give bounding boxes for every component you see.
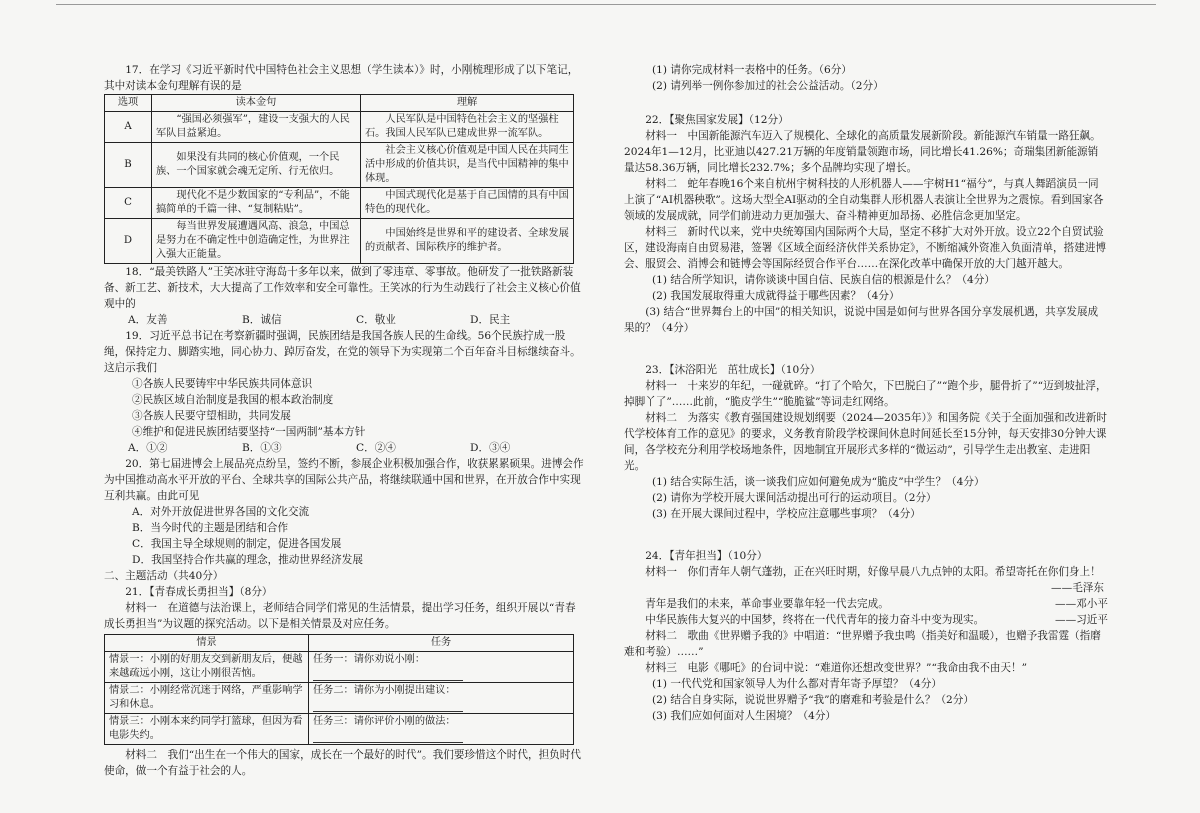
table-header: 理解 [361, 95, 574, 112]
q19-item: ③各族人民要守望相助，共同发展 [132, 410, 291, 422]
q17-stem: 17．在学习《习近平新时代中国特色社会主义思想（学生读本）》时，小刚梳理形成了以下笔记，其中对读本金句理解有误的是 [104, 64, 579, 92]
option: A．对外开放促进世界各国的文化交流 [132, 506, 310, 518]
understanding-cell: 社会主义核心价值观是中国人民在共同生活中形成的价值共识，是当代中国精神的集中体现。 [361, 143, 574, 188]
option: D．③④ [470, 442, 511, 454]
quote-cell: 现代化不是少数国家的“专利品”，不能搞简单的千篇一律、“复制粘贴”。 [152, 188, 361, 219]
q24-material-1: 材料一 你们青年人朝气蓬勃，正在兴旺时期，好像早晨八九点钟的太阳。希望寄托在你们身上！ [645, 566, 1101, 578]
option: A．友善 [128, 314, 168, 326]
table-row [105, 143, 574, 188]
task-label: 任务三：请你评价小刚的做法： [313, 716, 456, 727]
quote-text: 青年是我们的未来，革命事业要靠年轻一代去完成。 [645, 598, 889, 610]
q18-options [104, 312, 584, 328]
q22-subquestion: (3) 结合“世界舞台上的中国”的相关知识，说说中国是如何与世界各国分享发展机遇，共享发展成果的？（4分） [624, 306, 1099, 334]
option: B．当今时代的主题是团结和合作 [132, 522, 289, 534]
quote-cell: 如果没有共同的核心价值观，一个民族、一个国家就会魂无定所、行无依归。 [152, 143, 361, 188]
q21-material-1: 材料一 在道德与法治课上，老师结合同学们常见的生活情景，提出学习任务，组织开展以“青春成长勇担当”为议题的探究活动。以下是相关情景及对应任务。 [104, 602, 576, 630]
option: D．我国坚持合作共赢的理念，推动世界经济发展 [132, 554, 363, 566]
q20-stem: 20．第七届进博会上展品亮点纷呈，签约不断，参展企业积极加强合作，收获累累硕果。进博会作为中国推动高水平开放的平台、全球共享的国际公共产品，将继续联通中国和世界，在开放合作中实现互利共赢。由此可见 [104, 458, 584, 502]
task-cell [309, 652, 574, 683]
table-header-row [105, 635, 574, 652]
section-title: 二、主题活动（共40分） [104, 570, 224, 582]
q21-subquestion: (1) 请你完成材料一表格中的任务。（6分） [652, 64, 852, 76]
option-letter: A [105, 112, 152, 143]
q22-material-3: 材料三 新时代以来，党中央统筹国内国际两个大局，坚定不移扩大对外开放。设立22个自贸试验区，建设海南自由贸易港，签署《区域全面经济伙伴关系协定》，不断缩减外资准入负面清单，搭建进博会、服贸会、消博会和链博会等国际经贸合作平台……在深化改革中确保开放的大门越开越大。 [624, 226, 1107, 270]
option-letter: D [105, 219, 152, 264]
table-row [105, 112, 574, 143]
answer-blank[interactable] [313, 731, 463, 743]
q22-material-1: 材料一 中国新能源汽车迈入了规模化、全球化的高质量发展新阶段。新能源汽车销量一路狂飙。2024年1—12月，比亚迪以427.21万辆的年度销量领跑市场，同比增长41.26%；奇瑞集团新能源销量达58.36万辆，同比增长232.7%；多个品牌均实现了增长。 [624, 130, 1101, 174]
option-letter: B [105, 143, 152, 188]
understanding-cell: 中国始终是世界和平的建设者、全球发展的贡献者、国际秩序的维护者。 [361, 219, 574, 264]
understanding-cell: 人民军队是中国特色社会主义的坚强柱石。我国人民军队已建成世界一流军队。 [361, 112, 574, 143]
table-row [105, 683, 574, 714]
quote-cell: 每当世界发展遭遇风高、浪急，中国总是努力在不确定性中创造确定性，为世界注入强大正能量。 [152, 219, 361, 264]
quote-text: 中华民族伟大复兴的中国梦，终将在一代代青年的接力奋斗中变为现实。 [645, 614, 985, 626]
situation-cell: 情景二：小刚经常沉迷于网络，严重影响学习和休息。 [105, 683, 309, 714]
quote-signature: ——习近平 [1055, 614, 1108, 626]
q21-material-2: 材料二 我们“出生在一个伟大的国家，成长在一个最好的时代”。我们要珍惜这个时代，担负时代使命，做一个有益于社会的人。 [104, 749, 581, 777]
situation-cell: 情景三：小刚本来约同学打篮球，但因为看电影失约。 [105, 714, 309, 745]
q23-material-2: 材料二 为落实《教育强国建设规划纲要（2024—2035年）》和国务院《关于全面加强和改进新时代学校体育工作的意见》的要求，义务教育阶段学校课间休息时间延长至15分钟，每天安排30分钟大课间，各学校充分利用学校场地条件，因地制宜开展形式多样的“微运动”，引导学生走出教室、走进阳光。 [624, 412, 1107, 472]
option: C．②④ [356, 442, 396, 454]
q22-heading: 22．【聚焦国家发展】（12分） [645, 114, 789, 126]
table-row [105, 219, 574, 264]
table-header: 情景 [105, 635, 309, 652]
option-letter: C [105, 188, 152, 219]
q17-table [104, 94, 574, 264]
task-label: 任务二：请你为小刚提出建议： [313, 685, 456, 696]
table-row [105, 714, 574, 745]
q22-subquestion: (1) 结合所学知识，请你谈谈中国自信、民族自信的根源是什么？（4分） [652, 274, 995, 286]
understanding-cell: 中国式现代化是基于自己国情的具有中国特色的现代化。 [361, 188, 574, 219]
left-column [104, 62, 584, 779]
table-header: 读本金句 [152, 95, 361, 112]
q23-subquestion: (1) 结合实际生活，谈一谈我们应如何避免成为“脆皮”中学生？（4分） [652, 476, 985, 488]
option: A．①② [128, 442, 168, 454]
top-border-line [56, 4, 1156, 5]
q18-stem: 18．“最美铁路人”王笑冰驻守海岛十多年以来，做到了零违章、零事故。他研发了一批铁路新装备、新工艺、新技术，大大提高了工作效率和安全可靠性。王笑冰的行为生动践行了社会主义核心价值观中的 [104, 266, 581, 310]
table-header: 任务 [309, 635, 574, 652]
situation-cell: 情景一：小刚的好朋友交到新朋友后，便越来越疏远小刚，这让小刚很苦恼。 [105, 652, 309, 683]
option: C．敬业 [356, 314, 396, 326]
q24-material-2: 材料二 歌曲《世界赠予我的》中唱道：“世界赠予我虫鸣（指美好和温暖），也赠予我雷霆（指磨难和考验）……” [624, 630, 1101, 658]
spacer [624, 94, 1108, 112]
q24-subquestion: (3) 我们应如何面对人生困境？（4分） [652, 710, 837, 722]
task-cell [309, 714, 574, 745]
q23-subquestion: (3) 在开展大课间过程中，学校应注意哪些事项？（4分） [652, 508, 921, 520]
option: D．民主 [470, 314, 511, 326]
quote-row [624, 596, 1108, 612]
option: B．①③ [242, 442, 282, 454]
q19-item: ④维护和促进民族团结要坚持“一国两制”基本方针 [132, 426, 366, 438]
q19-item: ①各族人民要铸牢中华民族共同体意识 [132, 378, 313, 390]
q19-options [104, 440, 584, 456]
table-header: 选项 [105, 95, 152, 112]
answer-blank[interactable] [313, 700, 463, 712]
q23-material-1: 材料一 十来岁的年纪，一碰就碎。“打了个哈欠，下巴脱臼了”“跑个步，腿骨折了”“迈到坡扯浮，掉脚丫了”……此前，“脆皮学生”“脆脆鲨”等词走红网络。 [624, 380, 1107, 408]
right-column [624, 62, 1108, 724]
q24-subquestion: (1) 一代代党和国家领导人为什么都对青年寄予厚望？（4分） [652, 678, 942, 690]
table-row [105, 188, 574, 219]
q21-subquestion: (2) 请列举一例你参加过的社会公益活动。（2分） [652, 80, 884, 92]
q19-stem: 19．习近平总书记在考察新疆时强调，民族团结是我国各族人民的生命线。56个民族拧成一股绳，保持定力、脚踏实地，同心协力、踔厉奋发，在党的领导下为实现第二个百年奋斗目标继续奋斗。这启示我们 [104, 330, 581, 374]
q21-heading: 21．【青春成长勇担当】（8分） [125, 586, 273, 598]
q24-heading: 24．【青年担当】（10分） [645, 550, 768, 562]
quote-row [624, 612, 1108, 628]
option: C．我国主导全球规则的制定，促进各国发展 [132, 538, 342, 550]
q24-material-3: 材料三 电影《哪吒》的台词中说：“难道你还想改变世界？”“我命由我不由天！” [645, 662, 1028, 674]
option: B．诚信 [242, 314, 282, 326]
q19-item: ②民族区域自治制度是我国的根本政治制度 [132, 394, 334, 406]
q24-subquestion: (2) 结合自身实际，说说世界赠予“我”的磨难和考验是什么？（2分） [652, 694, 974, 706]
quote-signature: ——邓小平 [1055, 598, 1108, 610]
spacer [624, 336, 1108, 362]
task-label: 任务一：请你劝说小刚： [313, 654, 426, 665]
quote-cell: “强国必须强军”，建设一支强大的人民军队目益紧迫。 [152, 112, 361, 143]
answer-blank[interactable] [313, 669, 463, 681]
q23-subquestion: (2) 请你为学校开展大课间活动提出可行的运动项目。（2分） [652, 492, 937, 504]
table-row [105, 652, 574, 683]
spacer [624, 522, 1108, 548]
table-header-row [105, 95, 574, 112]
q23-heading: 23．【沐浴阳光 茁壮成长】（10分） [645, 364, 821, 376]
q22-material-2: 材料二 蛇年春晚16个来自杭州宇树科技的人形机器人——宇树H1“福兮”，与真人舞蹈演员一同上演了“AI机器秧歌”。这场大型全AI驱动的全自动集群人形机器人表演让全世界为之震惊。看到国家各领域的发展成就，同学们前进动力更加强大、奋斗精神更加昂扬、必胜信念更加坚定。 [624, 178, 1104, 222]
task-cell [309, 683, 574, 714]
q21-table [104, 634, 574, 745]
quote-signature: ——毛泽东 [1051, 582, 1104, 594]
q22-subquestion: (2) 我国发展取得重大成就得益于哪些因素？（4分） [652, 290, 900, 302]
